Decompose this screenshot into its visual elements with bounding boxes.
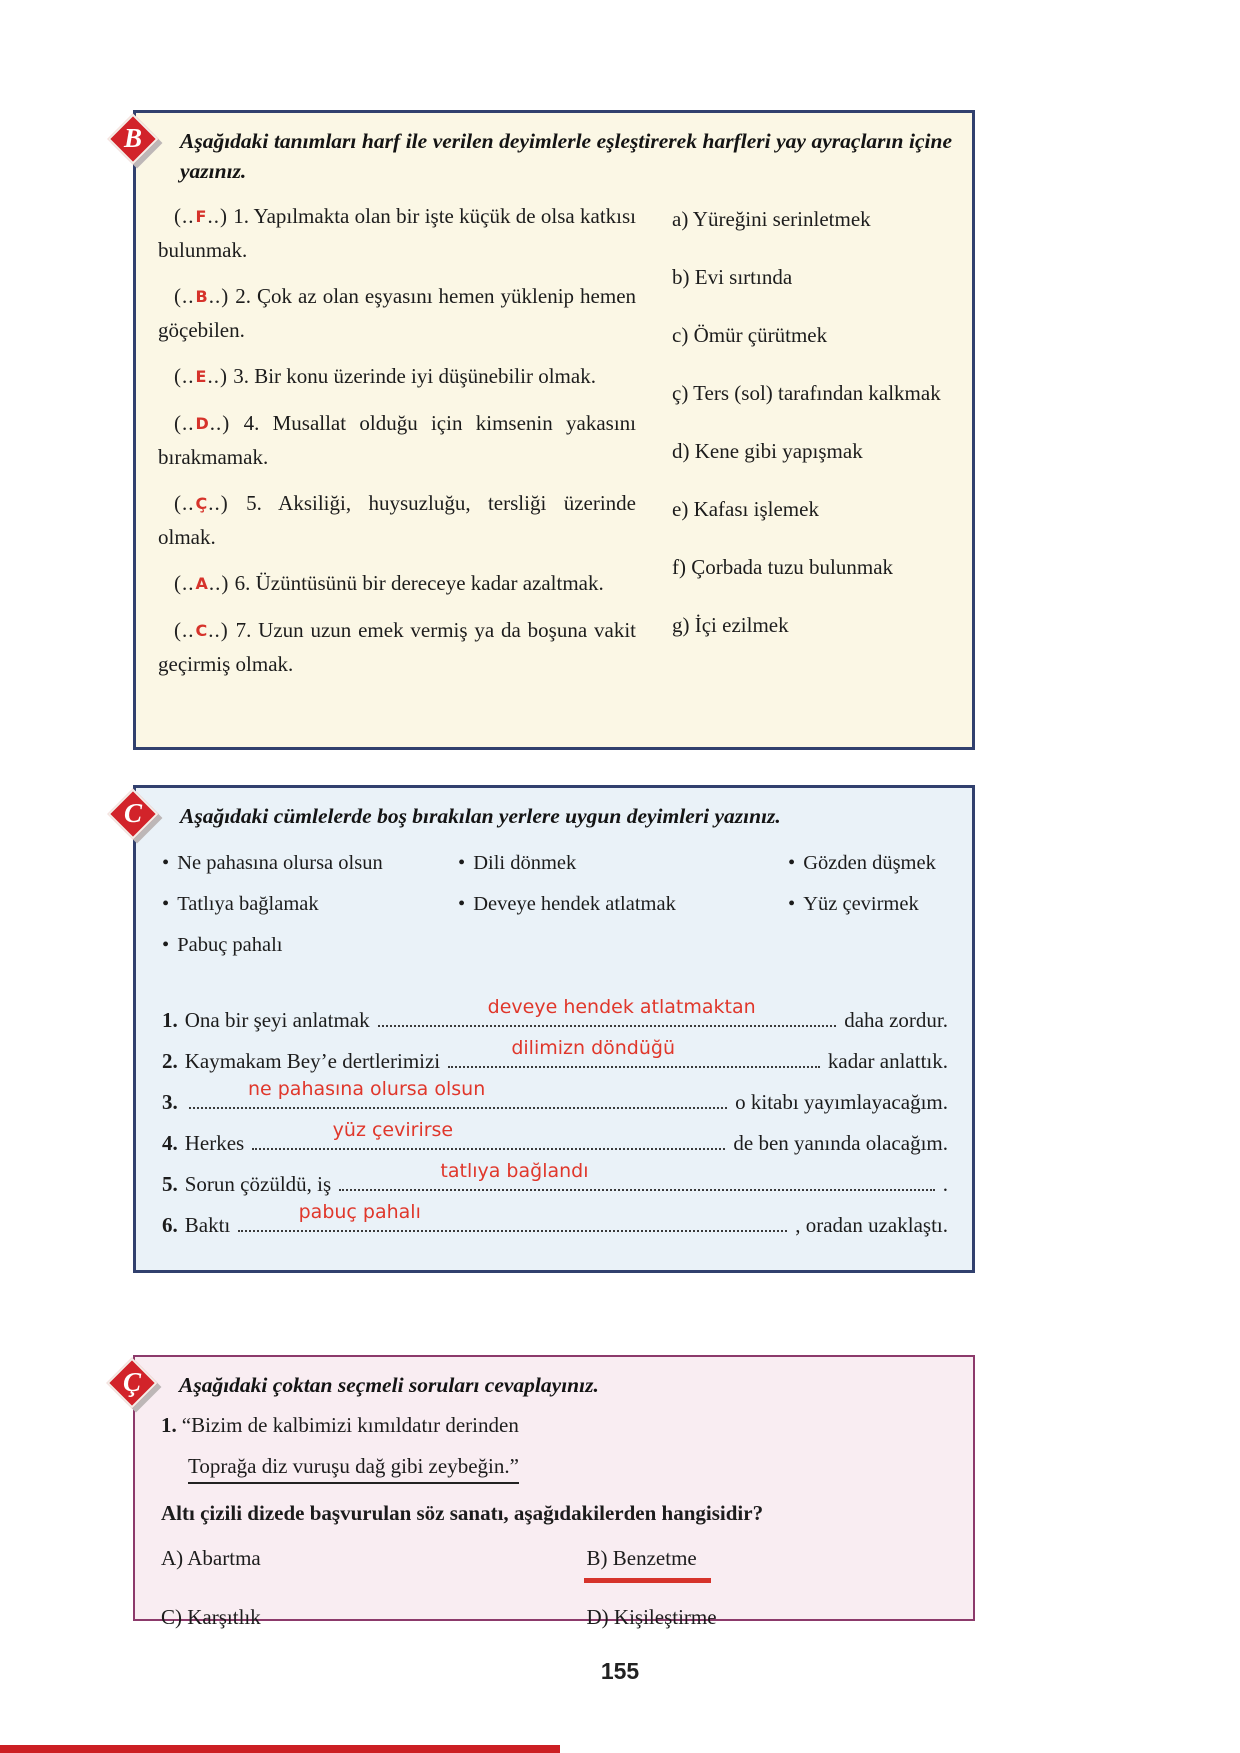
section-c-badge xyxy=(109,790,161,842)
definition-number: 7. xyxy=(235,618,252,642)
choice-d: D) Kişileştirme xyxy=(586,1605,717,1629)
paren-open: (.. xyxy=(174,571,195,595)
definition-number: 5. xyxy=(246,491,262,515)
section-b-title: Aşağıdaki tanımları harf ile verilen deyimlerle eşleştirerek harfleri yay ayraçların içine yazınız. xyxy=(180,129,952,183)
bottom-red-bar xyxy=(0,1745,560,1753)
sentence-after-text: kadar anlattık. xyxy=(827,1049,948,1073)
sentence-before-text: Kaymakam Bey’e dertlerimizi xyxy=(184,1049,441,1073)
word-bank-label: Tatlıya bağlamak xyxy=(177,893,319,915)
word-bank-item xyxy=(458,849,788,877)
word-bank-item xyxy=(162,931,458,959)
verse-line-2 xyxy=(188,1451,949,1484)
question-text: Altı çizili dizede başvurulan söz sanatı, aşağıdakilerden hangisidir? xyxy=(161,1501,764,1525)
paren-close: ..) xyxy=(209,411,231,435)
answer-blank-5 xyxy=(339,1160,935,1191)
sentence-4 xyxy=(162,1119,948,1156)
paren-close: ..) xyxy=(208,618,229,642)
word-bank-item xyxy=(788,849,950,877)
definition-item-2 xyxy=(158,280,636,347)
definition-number: 3. xyxy=(233,364,249,388)
word-bank-item xyxy=(458,890,788,918)
verse-line-1 xyxy=(161,1410,949,1440)
sentence-number: 4. xyxy=(162,1131,178,1155)
definition-text: Aksiliği, huysuzluğu, tersliği üzerinde olmak. xyxy=(158,491,636,549)
sentence-5 xyxy=(162,1160,948,1197)
idiom-option-g: g) İçi ezilmek xyxy=(672,613,789,637)
underlined-verse: Toprağa diz vuruşu dağ gibi zeybeğin.” xyxy=(188,1451,519,1484)
page-number: 155 xyxy=(600,1658,640,1684)
answer-letter-7: C xyxy=(195,621,208,640)
sentence-before-text: Herkes xyxy=(184,1131,245,1155)
section-c-box xyxy=(123,785,975,1273)
idiom-option-b: b) Evi sırtında xyxy=(672,265,793,289)
definition-item-1 xyxy=(158,200,636,267)
handwritten-answer-3: ne pahasına olursa olsun xyxy=(247,1078,486,1100)
definition-text: Çok az olan eşyasını hemen yüklenip hemen göçebilen. xyxy=(158,284,637,342)
word-bank-label: Dili dönmek xyxy=(473,852,577,874)
bullet-icon: • xyxy=(458,852,466,874)
word-bank-label: Deveye hendek atlatmak xyxy=(473,893,676,915)
choice-b-selected xyxy=(587,1544,949,1583)
sentence-after-text: . xyxy=(942,1172,948,1196)
idiom-option-f: f) Çorbada tuzu bulunmak xyxy=(672,555,894,579)
section-c-title: Aşağıdaki cümlelerde boş bırakılan yerlere uygun deyimleri yazınız. xyxy=(180,804,781,828)
paren-open: (.. xyxy=(174,364,195,388)
definition-text: Uzun uzun emek vermiş ya da boşuna vakit geçirmiş olmak. xyxy=(158,618,636,676)
word-bank-item xyxy=(162,890,458,918)
definition-text: Musallat olduğu için kimsenin yakasını bırakmamak. xyxy=(158,411,637,469)
handwritten-answer-2: dilimizn döndüğü xyxy=(511,1037,676,1059)
definition-item-3 xyxy=(158,360,636,394)
definition-number: 2. xyxy=(235,284,251,308)
fill-in-sentences xyxy=(162,996,948,1238)
handwritten-answer-4: yüz çevirirse xyxy=(332,1119,454,1141)
answer-blank-4 xyxy=(252,1119,725,1150)
paren-close: ..) xyxy=(208,491,229,515)
definition-number: 6. xyxy=(234,571,251,595)
verse-text-1: “Bizim de kalbimizi kımıldatır derinden xyxy=(181,1413,519,1437)
section-ch-badge-letter: Ç xyxy=(122,1366,141,1397)
section-b-badge xyxy=(109,115,161,167)
definition-item-4 xyxy=(158,407,636,474)
sentence-2 xyxy=(162,1037,948,1074)
definition-number: 1. xyxy=(233,204,249,228)
sentence-number: 1. xyxy=(162,1008,178,1032)
word-bank-label: Gözden düşmek xyxy=(803,852,936,874)
sentence-before-text: Ona bir şeyi anlatmak xyxy=(184,1008,370,1032)
definition-number: 4. xyxy=(243,411,260,435)
choice-a: A) Abartma xyxy=(161,1546,261,1570)
paren-close: ..) xyxy=(207,364,228,388)
section-ch-badge xyxy=(108,1359,160,1411)
idiom-options-column xyxy=(636,200,952,694)
sentence-number: 6. xyxy=(162,1213,178,1237)
sentence-before-text: Baktı xyxy=(184,1213,231,1237)
sentence-number: 5. xyxy=(162,1172,178,1196)
word-bank-item xyxy=(788,890,950,918)
selected-answer-underline: B) Benzetme xyxy=(584,1544,711,1583)
idiom-option-ch: ç) Ters (sol) tarafından kalkmak xyxy=(672,381,941,405)
bullet-icon: • xyxy=(788,852,796,874)
paren-open: (.. xyxy=(174,618,195,642)
word-bank xyxy=(162,849,950,959)
bullet-icon: • xyxy=(162,934,170,956)
bullet-icon: • xyxy=(162,852,170,874)
sentence-number: 3. xyxy=(162,1090,178,1114)
handwritten-answer-6: pabuç pahalı xyxy=(298,1201,421,1223)
answer-blank-6 xyxy=(238,1201,787,1232)
section-c-badge-letter: C xyxy=(123,797,142,828)
answer-letter-6: A xyxy=(195,574,208,593)
handwritten-answer-5: tatlıya bağlandı xyxy=(440,1160,589,1182)
definition-item-6 xyxy=(158,567,636,601)
section-b-badge-letter: B xyxy=(123,122,142,153)
paren-close: ..) xyxy=(208,571,230,595)
sentence-after-text: o kitabı yayımlayacağım. xyxy=(735,1090,948,1114)
answer-letter-2: B xyxy=(195,287,208,306)
question-number: 1. xyxy=(161,1413,177,1437)
bullet-icon: • xyxy=(162,893,170,915)
word-bank-label: Yüz çevirmek xyxy=(803,893,919,915)
definition-item-7 xyxy=(158,614,636,681)
paren-open: (.. xyxy=(174,491,195,515)
definition-text: Bir konu üzerinde iyi düşünebilir olmak. xyxy=(254,364,596,388)
word-bank-label: Ne pahasına olursa olsun xyxy=(177,852,383,874)
paren-open: (.. xyxy=(174,411,195,435)
sentence-after-text: daha zordur. xyxy=(844,1008,948,1032)
bullet-icon: • xyxy=(788,893,796,915)
answer-blank-3 xyxy=(189,1078,727,1109)
sentence-1 xyxy=(162,996,948,1033)
sentence-before-text: Sorun çözüldü, iş xyxy=(184,1172,332,1196)
paren-open: (.. xyxy=(174,204,195,228)
definition-text: Yapılmakta olan bir işte küçük de olsa katkısı bulunmak. xyxy=(158,204,636,262)
bullet-icon: • xyxy=(458,893,466,915)
idiom-option-d: d) Kene gibi yapışmak xyxy=(672,439,863,463)
answer-blank-1 xyxy=(378,996,837,1027)
sentence-after-text: de ben yanında olacağım. xyxy=(733,1131,948,1155)
word-bank-item xyxy=(162,849,458,877)
idiom-option-c: c) Ömür çürütmek xyxy=(672,323,828,347)
answer-letter-4: D xyxy=(195,414,209,433)
paren-close: ..) xyxy=(208,284,230,308)
definition-item-5 xyxy=(158,487,636,554)
section-ch-box xyxy=(122,1355,975,1629)
idiom-option-a: a) Yüreğini serinletmek xyxy=(672,207,871,231)
sentence-after-text: , oradan uzaklaştı. xyxy=(795,1213,948,1237)
paren-open: (.. xyxy=(174,284,195,308)
sentence-3 xyxy=(162,1078,948,1115)
section-ch-title: Aşağıdaki çoktan seçmeli soruları cevaplayınız. xyxy=(179,1373,599,1397)
sentence-number: 2. xyxy=(162,1049,178,1073)
answer-letter-1: F xyxy=(195,207,207,226)
answer-letter-3: E xyxy=(195,367,207,386)
definition-text: Üzüntüsünü bir dereceye kadar azaltmak. xyxy=(255,571,604,595)
paren-close: ..) xyxy=(207,204,228,228)
answer-blank-2 xyxy=(448,1037,820,1068)
word-bank-label: Pabuç pahalı xyxy=(177,934,283,956)
multiple-choice-question xyxy=(161,1410,949,1631)
answer-letter-5: Ç xyxy=(195,494,208,513)
section-b-columns xyxy=(136,196,972,694)
section-b-box xyxy=(123,110,975,750)
idiom-option-e: e) Kafası işlemek xyxy=(672,497,819,521)
choice-c: C) Karşıtlık xyxy=(161,1605,261,1629)
definitions-column xyxy=(158,200,636,694)
handwritten-answer-1: deveye hendek atlatmaktan xyxy=(487,996,756,1018)
choice-options xyxy=(161,1544,949,1631)
sentence-6 xyxy=(162,1201,948,1238)
